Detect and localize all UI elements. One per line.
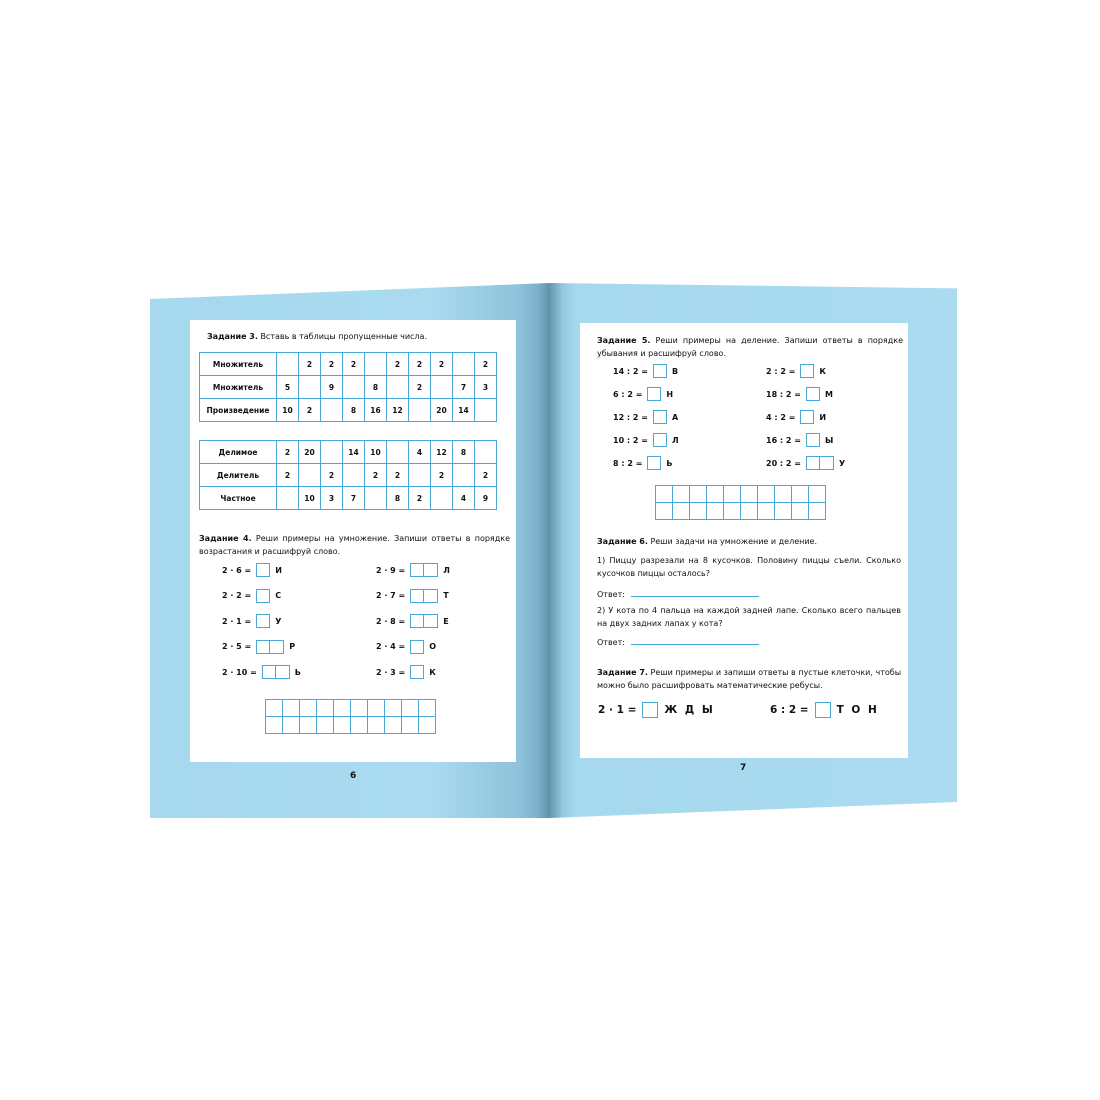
grid-cell[interactable] <box>419 700 436 717</box>
grid-cell[interactable] <box>385 717 402 734</box>
expression: 2 · 4 = <box>376 642 406 651</box>
expression: 20 : 2 = <box>766 458 801 468</box>
grid-cell[interactable] <box>300 717 317 734</box>
answer-box[interactable] <box>270 640 284 654</box>
table-cell: 12 <box>387 399 409 422</box>
cipher-letter: У <box>275 616 282 626</box>
grid-cell[interactable] <box>300 700 317 717</box>
answer-box[interactable] <box>424 589 438 603</box>
example-row <box>376 640 436 654</box>
table-cell: 8 <box>343 399 365 422</box>
expression: 2 · 5 = <box>222 642 252 651</box>
cipher-letter: Л <box>671 435 679 445</box>
table-row <box>200 464 497 487</box>
table-row <box>200 487 497 510</box>
task4-heading: Задание 4. Реши примеры на умножение. Запиши ответы в порядке возрастания и расшифруй слово. <box>199 534 511 556</box>
example-row <box>222 589 281 603</box>
cipher-letter: Н <box>666 389 674 399</box>
cipher-letter: И <box>819 412 827 422</box>
example-row <box>766 364 826 378</box>
table-cell: 9 <box>475 487 497 510</box>
answer-boxes <box>262 665 290 679</box>
expression: 2 · 8 = <box>376 616 406 626</box>
table-cell: 14 <box>453 399 475 422</box>
row-header: Частное <box>200 487 277 510</box>
cipher-letter: К <box>819 366 826 376</box>
row-header: Произведение <box>200 399 277 422</box>
table-cell: 2 <box>365 464 387 487</box>
table-row <box>200 353 497 376</box>
answer-box[interactable] <box>256 589 270 603</box>
answer-box[interactable] <box>800 364 814 378</box>
grid-cell[interactable] <box>402 717 419 734</box>
grid-cell[interactable] <box>673 503 690 520</box>
answer-box[interactable] <box>820 456 834 470</box>
empty-cell[interactable] <box>343 464 365 487</box>
answer-boxes <box>256 614 270 628</box>
answer-box[interactable] <box>256 640 270 654</box>
cipher-letter: Т <box>443 591 449 600</box>
grid-cell[interactable] <box>690 503 707 520</box>
grid-cell[interactable] <box>351 700 368 717</box>
page-number-left: 6 <box>350 771 357 781</box>
grid-cell[interactable] <box>283 717 300 734</box>
empty-cell[interactable] <box>387 376 409 399</box>
empty-cell[interactable] <box>321 441 343 464</box>
example-row <box>613 433 679 447</box>
task4-answer-grid[interactable] <box>265 699 436 734</box>
table-cell: 14 <box>343 441 365 464</box>
answer-box[interactable] <box>647 387 661 401</box>
expression: 4 : 2 = <box>766 412 796 422</box>
answer-box[interactable] <box>410 614 424 628</box>
empty-cell[interactable] <box>365 353 387 376</box>
example-row <box>376 563 450 577</box>
grid-cell[interactable] <box>673 486 690 503</box>
empty-cell[interactable] <box>365 487 387 510</box>
empty-cell[interactable] <box>431 376 453 399</box>
task3-heading: Задание 3. Вставь в таблицы пропущенные числа. <box>207 332 427 341</box>
grid-cell[interactable] <box>385 700 402 717</box>
table-cell: 2 <box>299 399 321 422</box>
cipher-letter: Л <box>443 565 450 575</box>
grid-cell[interactable] <box>775 486 792 503</box>
cipher-letter: С <box>275 591 282 600</box>
table-cell: 4 <box>409 441 431 464</box>
answer-boxes <box>256 563 270 577</box>
rebus2-expression: 6 : 2 = <box>770 704 809 716</box>
grid-cell[interactable] <box>317 700 334 717</box>
cipher-letter: В <box>671 366 679 376</box>
table-cell: 20 <box>431 399 453 422</box>
expression: 12 : 2 = <box>613 412 648 422</box>
cipher-letter: И <box>275 565 282 575</box>
example-row <box>766 433 833 447</box>
table-cell: 8 <box>365 376 387 399</box>
answer-boxes <box>410 589 438 603</box>
rebus1-expression: 2 · 1 = <box>598 704 637 716</box>
answer-box[interactable] <box>410 589 424 603</box>
table-cell: 10 <box>365 441 387 464</box>
table-cell: 4 <box>453 487 475 510</box>
grid-cell[interactable] <box>317 717 334 734</box>
table-cell: 10 <box>277 399 299 422</box>
grid-cell[interactable] <box>758 503 775 520</box>
answer-boxes <box>800 410 814 424</box>
example-row <box>222 614 281 628</box>
grid-cell[interactable] <box>741 503 758 520</box>
empty-cell[interactable] <box>387 441 409 464</box>
cipher-letter: У <box>838 458 846 468</box>
task6-heading: Задание 6. Реши задачи на умножение и деление. <box>597 537 818 546</box>
grid-cell[interactable] <box>266 717 283 734</box>
table-cell: 2 <box>387 353 409 376</box>
table-cell: 3 <box>475 376 497 399</box>
answer2-line[interactable] <box>631 636 759 645</box>
task6-problem1: 1) Пиццу разрезали на 8 кусочков. Половину пиццы съели. Сколько кусочков пиццы осталось? <box>597 556 901 578</box>
page-number-right: 7 <box>740 763 747 773</box>
answer-box[interactable] <box>410 563 424 577</box>
table-cell: 2 <box>409 487 431 510</box>
table-cell: 9 <box>321 376 343 399</box>
answer-boxes <box>653 433 667 447</box>
expression: 2 · 1 = <box>222 616 252 626</box>
rebus-2 <box>770 702 879 718</box>
table-cell: 5 <box>277 376 299 399</box>
table-cell: 2 <box>409 376 431 399</box>
answer-boxes <box>647 456 661 470</box>
table-cell: 8 <box>387 487 409 510</box>
table-cell: 20 <box>299 441 321 464</box>
expression: 2 · 10 = <box>222 667 257 677</box>
task7-heading: Задание 7. Реши примеры и запиши ответы в пустые клеточки, чтобы можно было расшифровать математические ребусы. <box>597 668 902 690</box>
answer-box[interactable] <box>424 614 438 628</box>
row-header: Множитель <box>200 353 277 376</box>
grid-cell[interactable] <box>368 700 385 717</box>
answer-box[interactable] <box>800 410 814 424</box>
answer-box[interactable] <box>642 702 658 718</box>
grid-cell[interactable] <box>741 486 758 503</box>
answer-boxes <box>647 387 661 401</box>
grid-cell[interactable] <box>419 717 436 734</box>
answer-box[interactable] <box>815 702 831 718</box>
answer-box[interactable] <box>806 456 820 470</box>
example-row <box>766 387 833 401</box>
answer-boxes <box>800 364 814 378</box>
expression: 2 : 2 = <box>766 366 796 376</box>
empty-cell[interactable] <box>453 353 475 376</box>
empty-cell[interactable] <box>431 487 453 510</box>
grid-cell[interactable] <box>334 717 351 734</box>
table-cell: 2 <box>277 441 299 464</box>
table-row <box>200 441 497 464</box>
answer-box[interactable] <box>806 433 820 447</box>
table-cell: 2 <box>431 353 453 376</box>
answer-boxes <box>256 640 284 654</box>
example-row <box>376 614 449 628</box>
answer-box[interactable] <box>276 665 290 679</box>
answer-boxes <box>806 433 820 447</box>
row-header: Делимое <box>200 441 277 464</box>
expression: 18 : 2 = <box>766 389 801 399</box>
expression: 10 : 2 = <box>613 435 648 445</box>
cipher-letter: Ь <box>294 667 301 677</box>
answer-box[interactable] <box>647 456 661 470</box>
expression: 6 : 2 = <box>613 389 643 399</box>
row-header: Множитель <box>200 376 277 399</box>
empty-cell[interactable] <box>321 399 343 422</box>
table-cell: 2 <box>277 464 299 487</box>
task6-answer2: Ответ: <box>597 636 759 649</box>
grid-cell[interactable] <box>809 503 826 520</box>
table-cell: 3 <box>321 487 343 510</box>
expression: 8 : 2 = <box>613 458 643 468</box>
rebus2-letters: Т О Н <box>836 704 879 716</box>
grid-cell[interactable] <box>368 717 385 734</box>
grid-cell[interactable] <box>266 700 283 717</box>
example-row <box>222 640 295 654</box>
rebus1-letters: Ж Д Ы <box>664 704 715 716</box>
empty-cell[interactable] <box>343 376 365 399</box>
expression: 2 · 2 = <box>222 591 252 600</box>
table-cell: 7 <box>453 376 475 399</box>
answer-box[interactable] <box>806 387 820 401</box>
grid-cell[interactable] <box>809 486 826 503</box>
table-row <box>200 376 497 399</box>
example-row <box>376 665 436 679</box>
table-cell: 2 <box>299 353 321 376</box>
answer-box[interactable] <box>653 433 667 447</box>
example-row <box>222 563 282 577</box>
row-header: Делитель <box>200 464 277 487</box>
answer-boxes <box>806 456 834 470</box>
answer-box[interactable] <box>653 410 667 424</box>
table-cell: 2 <box>475 353 497 376</box>
empty-cell[interactable] <box>409 399 431 422</box>
answer-boxes <box>410 665 424 679</box>
grid-cell[interactable] <box>690 486 707 503</box>
table-cell: 12 <box>431 441 453 464</box>
cipher-letter: Ь <box>666 458 673 468</box>
example-row <box>766 456 845 470</box>
example-row <box>613 387 673 401</box>
answer-box[interactable] <box>653 364 667 378</box>
grid-cell[interactable] <box>402 700 419 717</box>
table-cell: 10 <box>299 487 321 510</box>
example-row <box>766 410 826 424</box>
grid-cell[interactable] <box>758 486 775 503</box>
grid-cell[interactable] <box>283 700 300 717</box>
cipher-letter: К <box>429 667 436 677</box>
division-table <box>199 440 497 510</box>
empty-cell[interactable] <box>277 353 299 376</box>
grid-cell[interactable] <box>792 503 809 520</box>
cipher-letter: Р <box>289 642 296 651</box>
expression: 16 : 2 = <box>766 435 801 445</box>
table-cell: 7 <box>343 487 365 510</box>
table-cell: 2 <box>431 464 453 487</box>
grid-cell[interactable] <box>351 717 368 734</box>
rebus-1 <box>598 702 715 718</box>
cipher-letter: А <box>671 412 679 422</box>
answer-boxes <box>410 640 424 654</box>
grid-cell[interactable] <box>656 503 673 520</box>
empty-cell[interactable] <box>409 464 431 487</box>
empty-cell[interactable] <box>453 464 475 487</box>
cipher-letter: Ы <box>824 435 834 445</box>
cipher-letter: Е <box>443 616 449 626</box>
answer-boxes <box>653 364 667 378</box>
example-row <box>613 364 678 378</box>
task5-answer-grid[interactable] <box>655 485 826 520</box>
empty-cell[interactable] <box>299 376 321 399</box>
cipher-letter: О <box>429 642 437 651</box>
empty-cell[interactable] <box>475 399 497 422</box>
answer-boxes <box>256 589 270 603</box>
table-cell: 2 <box>343 353 365 376</box>
answer-box[interactable] <box>256 614 270 628</box>
table-cell: 2 <box>409 353 431 376</box>
answer-boxes <box>806 387 820 401</box>
expression: 14 : 2 = <box>613 366 648 376</box>
grid-cell[interactable] <box>707 503 724 520</box>
answer-boxes <box>410 563 438 577</box>
grid-cell[interactable] <box>775 503 792 520</box>
example-row <box>376 589 449 603</box>
example-row <box>613 410 678 424</box>
task6-problem2: 2) У кота по 4 пальца на каждой задней лапе. Сколько всего пальцев на двух задних лапах у кота? <box>597 606 901 628</box>
grid-cell[interactable] <box>724 503 741 520</box>
example-row <box>222 665 301 679</box>
grid-cell[interactable] <box>724 486 741 503</box>
task6-answer1: Ответ: <box>597 588 759 601</box>
answer-box[interactable] <box>410 640 424 654</box>
example-row <box>613 456 673 470</box>
answer-box[interactable] <box>424 563 438 577</box>
cipher-letter: М <box>824 389 833 399</box>
expression: 2 · 6 = <box>222 565 252 575</box>
table-cell: 2 <box>475 464 497 487</box>
expression: 2 · 9 = <box>376 565 406 575</box>
grid-cell[interactable] <box>656 486 673 503</box>
answer-boxes <box>410 614 438 628</box>
multiplication-table <box>199 352 497 422</box>
table-cell: 2 <box>387 464 409 487</box>
table-cell: 2 <box>321 464 343 487</box>
empty-cell[interactable] <box>475 441 497 464</box>
table-cell: 2 <box>321 353 343 376</box>
answer-boxes <box>653 410 667 424</box>
grid-cell[interactable] <box>707 486 724 503</box>
answer1-line[interactable] <box>631 588 759 597</box>
grid-cell[interactable] <box>334 700 351 717</box>
table-cell: 16 <box>365 399 387 422</box>
empty-cell[interactable] <box>277 487 299 510</box>
empty-cell[interactable] <box>299 464 321 487</box>
answer-box[interactable] <box>262 665 276 679</box>
answer-box[interactable] <box>410 665 424 679</box>
grid-cell[interactable] <box>792 486 809 503</box>
expression: 2 · 3 = <box>376 667 406 677</box>
expression: 2 · 7 = <box>376 591 406 600</box>
book-spine <box>538 283 562 818</box>
task5-heading: Задание 5. Реши примеры на деление. Запиши ответы в порядке убывания и расшифруй слово. <box>597 336 904 358</box>
table-row <box>200 399 497 422</box>
table-cell: 8 <box>453 441 475 464</box>
answer-box[interactable] <box>256 563 270 577</box>
